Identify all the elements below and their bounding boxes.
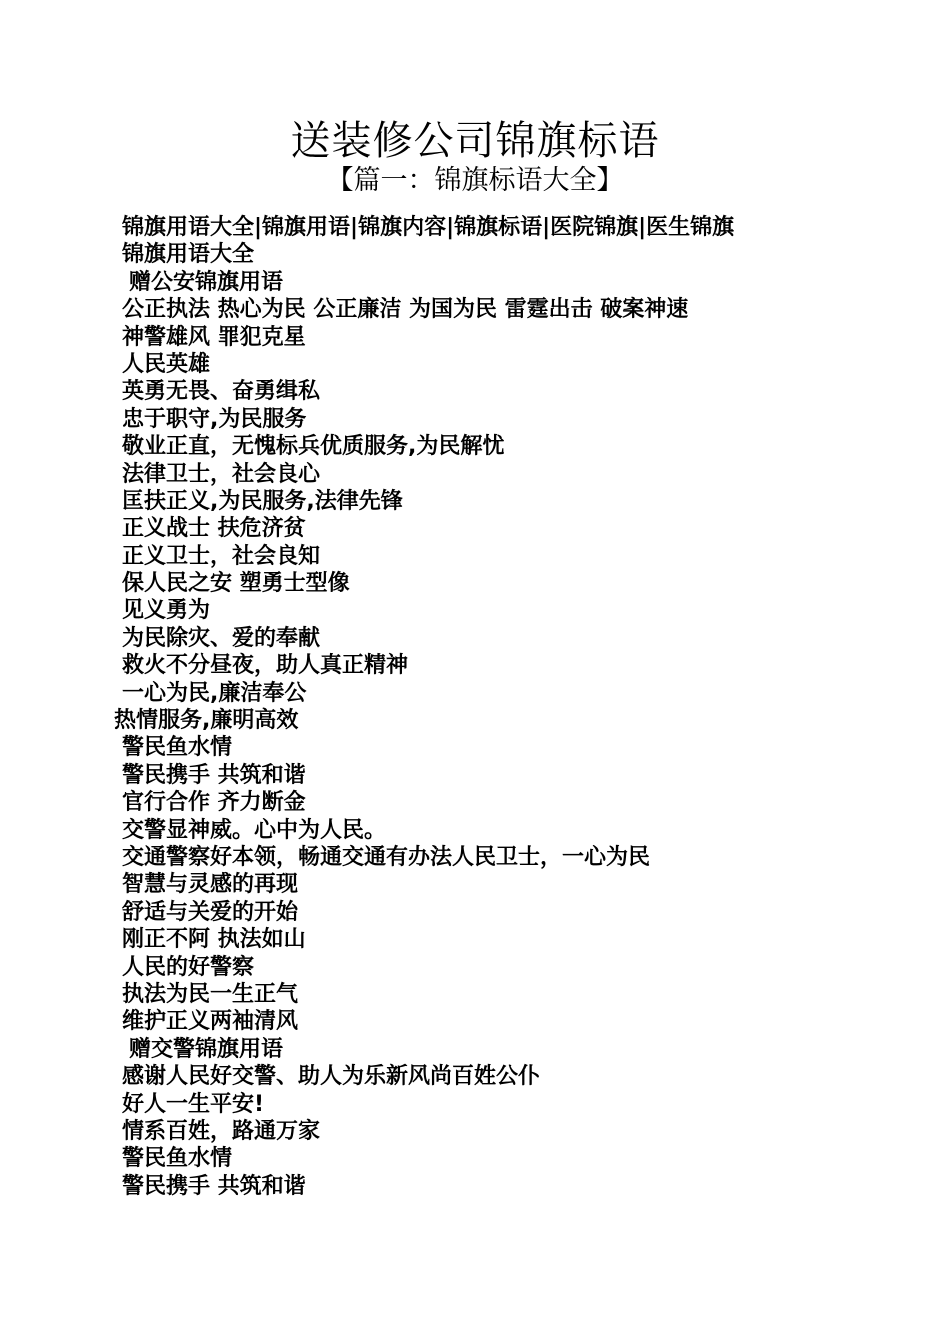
text-line: 法律卫士，社会良心	[122, 461, 321, 487]
text-line: 好人一生平安!	[122, 1091, 265, 1117]
text-line: 神警雄风 罪犯克星	[122, 324, 306, 350]
text-line: 锦旗用语大全|锦旗用语|锦旗内容|锦旗标语|医院锦旗|医生锦旗	[122, 215, 735, 240]
text-line: 锦旗用语大全	[122, 242, 255, 268]
text-line: 执法为民一生正气	[122, 981, 299, 1007]
document-subtitle: 【篇一：锦旗标语大全】	[326, 165, 624, 196]
text-line: 正义卫士，社会良知	[122, 543, 321, 569]
text-line: 公正执法 热心为民 公正廉洁 为国为民 雷霆出击 破案神速	[122, 297, 689, 323]
text-line: 舒适与关爱的开始	[122, 899, 299, 925]
text-line: 警民携手 共筑和谐	[122, 762, 306, 788]
text-line: 官行合作 齐力断金	[122, 790, 306, 816]
text-line: 情系百姓，路通万家	[122, 1118, 321, 1144]
text-line: 交通警察好本领，畅通交通有办法人民卫士，一心为民	[122, 844, 651, 870]
text-line: 正义战士 扶危济贫	[122, 516, 306, 542]
text-line: 为民除灾、爱的奉献	[122, 625, 321, 651]
section-heading: 赠公安锦旗用语	[129, 269, 284, 295]
text-line: 人民英雄	[122, 351, 211, 377]
document-title: 送装修公司锦旗标语	[290, 118, 660, 164]
text-line: 人民的好警察	[122, 954, 255, 980]
text-line: 维护正义两袖清风	[122, 1009, 299, 1035]
text-line: 警民鱼水情	[122, 1146, 233, 1172]
text-line: 一心为民,廉洁奉公	[122, 680, 307, 706]
text-line: 感谢人民好交警、助人为乐新风尚百姓公仆	[122, 1064, 541, 1090]
text-line: 刚正不阿 执法如山	[122, 927, 306, 953]
text-line: 保人民之安 塑勇士型像	[122, 571, 350, 597]
text-line: 警民携手 共筑和谐	[122, 1173, 306, 1199]
slogan-list	[114, 214, 922, 1200]
text-line: 匡扶正义,为民服务,法律先锋	[122, 488, 403, 514]
text-line: 警民鱼水情	[122, 735, 233, 761]
section-heading: 赠交警锦旗用语	[129, 1036, 284, 1062]
text-line: 见义勇为	[122, 598, 211, 624]
text-line: 交警显神威。心中为人民。	[122, 817, 387, 843]
text-line: 敬业正直，无愧标兵优质服务,为民解忧	[122, 434, 505, 460]
text-line: 热情服务,廉明高效	[114, 708, 299, 734]
text-line: 智慧与灵感的再现	[122, 872, 299, 898]
text-line: 英勇无畏、奋勇缉私	[122, 379, 321, 405]
text-line: 救火不分昼夜，助人真正精神	[122, 653, 409, 679]
text-line: 忠于职守,为民服务	[122, 406, 307, 432]
